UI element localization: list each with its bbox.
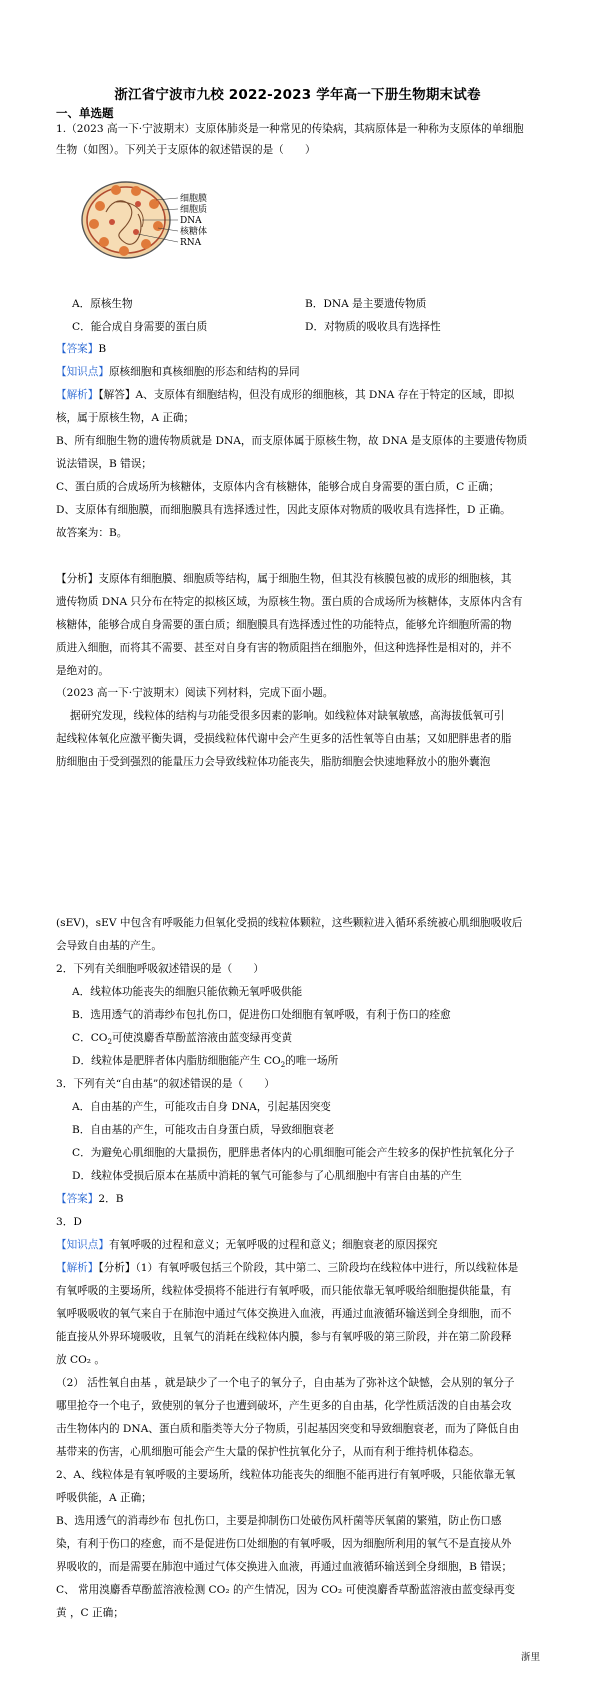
answers23-line1 (56, 1192, 540, 1206)
analysis-tag: 【解析】 (56, 389, 99, 401)
answers23-analysis-line1 (56, 1261, 540, 1275)
answer-q3: 3．D (56, 1216, 82, 1228)
answers23-line7: 哪里抢夺一个电子，致使别的氧分子也遭到破坏，产生更多的自由基，化学性质活泼的自由基会攻 (56, 1400, 512, 1412)
q2-option-c-post: 可使溴麝香草酚蓝溶液由蓝变绿再变黄 (111, 1032, 293, 1044)
answer-value: B (98, 343, 107, 355)
answers23-line3: 氧呼吸吸收的氧气来自于在肺泡中通过气体交换进入血液，再通过血液循环输送到全身细胞，而不 (56, 1308, 512, 1320)
q1-fenxi-line3: 核糖体，能够合成自身需要的蛋白质；细胞膜具有选择透过性的功能特点，能够允许细胞所需的物 (56, 619, 512, 631)
q2-option-c-sub: 2 (107, 1038, 112, 1045)
q2-option-d-post: 的唯一场所 (285, 1055, 339, 1067)
answers23-line8: 击生物体内的 DNA、蛋白质和脂类等大分子物质，引起基因突变和导致细胞衰老，而为了降低自由 (56, 1423, 520, 1435)
answers23-line6: （2） 活性氧自由基 ，就是缺少了一个电子的氧分子，自由基为了弥补这个缺憾，会从别的氧分子 (56, 1377, 515, 1389)
material-line3: 肪细胞由于受到强烈的能量压力会导致线粒体功能丧失，脂肪细胞会快速地释放小的胞外囊泡 (56, 756, 491, 768)
q1-analysis-line3: B、所有细胞生物的遗传物质就是 DNA，而支原体属于原核生物，故 DNA 是支原体的主要遗传物质 (56, 435, 528, 447)
q1-analysis-line4: 说法错误，B 错误； (56, 458, 152, 470)
q1-analysis-line7: 故答案为：B。 (56, 527, 128, 539)
q2-option-d (72, 1054, 556, 1068)
mycoplasma-cell-figure (76, 172, 266, 268)
q1-knowledge (56, 365, 540, 379)
q1-option-d: D．对物质的吸收具有选择性 (305, 321, 441, 333)
page-footer: 浙里 (520, 1652, 540, 1663)
answer-tag: 【答案】 (56, 343, 99, 355)
figure-label-cytoplasm: 细胞质 (180, 205, 208, 215)
answers23-line5: 放 CO₂ 。 (56, 1354, 105, 1366)
q1-option-a: A．原核生物 (72, 298, 133, 310)
cell-diagram (82, 182, 178, 258)
answers23-line9: 基带来的伤害，心肌细胞可能会产生大量的保护性抗氧化分子，从而有利于维持机体稳态。 (56, 1446, 480, 1458)
figure-label-dna: DNA (180, 216, 202, 226)
answers23-knowledge-value: 有氧呼吸的过程和意义；无氧呼吸的过程和意义；细胞衰老的原因探究 (108, 1239, 438, 1251)
q2-option-b: B．选用透气的消毒纱布包扎伤口，促进伤口处细胞有氧呼吸，有利于伤口的痊愈 (72, 1009, 451, 1021)
answers23-analysis-tag: 【解析】 (56, 1262, 99, 1274)
q1-fenxi-line2: 遗传物质 DNA 只分布在特定的拟核区域，为原核生物。蛋白质的合成场所为核糖体，支原体内含有 (56, 596, 523, 608)
q2-stem: 2．下列有关细胞呼吸叙述错误的是（ ） (56, 963, 265, 975)
material-continued-line2: 会导致自由基的产生。 (56, 940, 162, 952)
q2-option-d-pre: D．线粒体是肥胖者体内脂肪细胞能产生 CO (72, 1055, 281, 1067)
q3-stem: 3．下列有关“自由基”的叙述错误的是（ ） (56, 1078, 275, 1090)
page-title: 浙江省宁波市九校 2022-2023 学年高一下册生物期末试卷 (114, 87, 481, 103)
knowledge-value: 原核细胞和真核细胞的形态和结构的异同 (108, 366, 300, 378)
answers23-knowledge-tag: 【知识点】 (56, 1239, 109, 1251)
figure-label-rna: RNA (180, 238, 202, 248)
answers23-analysis-text: 【分析】（1）有氧呼吸包括三个阶段，其中第二、三阶段均在线粒体中进行，所以线粒体是 (98, 1262, 519, 1274)
q2-option-a: A．线粒体功能丧失的细胞只能依赖无氧呼吸供能 (72, 986, 303, 998)
answers23-line2: 有氧呼吸的主要场所，线粒体受损将不能进行有氧呼吸，而只能依靠无氧呼吸给细胞提供能量，有 (56, 1285, 512, 1297)
answers23-line10: 2、A、线粒体是有氧呼吸的主要场所，线粒体功能丧失的细胞不能再进行有氧呼吸，只能依靠无氧 (56, 1469, 516, 1481)
material-intro: （2023 高一下·宁波期末）阅读下列材料，完成下面小题。 (56, 687, 334, 699)
answers23-line11: 呼吸供能，A 正确； (56, 1492, 152, 1504)
answer-q2: 2．B (98, 1193, 124, 1205)
q3-option-c: C．为避免心肌细胞的大量损伤，肥胖患者体内的心肌细胞可能会产生较多的保护性抗氧化分子 (72, 1147, 515, 1159)
answers23-line16: 黄 ，C 正确； (56, 1607, 124, 1619)
q1-fenxi-line4: 质进入细胞，而将其不需要、甚至对自身有害的物质阻挡在细胞外，但这种选择性是相对的，并不 (56, 642, 512, 654)
q2-option-d-sub: 2 (280, 1061, 286, 1068)
q3-option-d: D．线粒体受损后原本在基质中消耗的氧气可能参与了心肌细胞中有害自由基的产生 (72, 1170, 462, 1182)
q1-option-b: B．DNA 是主要遗传物质 (305, 298, 427, 310)
q1-analysis-line2: 核，属于原核生物，A 正确； (56, 412, 195, 424)
q1-analysis-line1 (56, 388, 540, 402)
material-line1: 据研究发现，线粒体的结构与功能受很多因素的影响。如线粒体对缺氧敏感，高海拔低氧可引 (70, 710, 505, 722)
q3-option-a: A．自由基的产生，可能攻击自身 DNA，引起基因突变 (72, 1101, 331, 1113)
q1-stem-line2: 生物（如图）。下列关于支原体的叙述错误的是（ ） (56, 144, 316, 156)
answers23-line12: B、选用透气的消毒纱布 包扎伤口，主要是抑制伤口处破伤风杆菌等厌氧菌的繁殖，防止伤口感 (56, 1515, 502, 1527)
answers23-line4: 能直接从外界环境吸收，且氧气的消耗在线粒体内膜，参与有氧呼吸的第三阶段，并在第二阶段释 (56, 1331, 512, 1343)
q1-analysis-line6: D、支原体有细胞膜，而细胞膜具有选择透过性，因此支原体对物质的吸收具有选择性，D 正确。 (56, 504, 511, 516)
material-continued-line1: (sEV)，sEV 中包含有呼吸能力但氧化受损的线粒体颗粒，这些颗粒进入循环系统被心肌细胞吸收后 (56, 917, 523, 929)
q1-analysis-line5: C、蛋白质的合成场所为核糖体，支原体内含有核糖体，能够合成自身需要的蛋白质，C 正确； (56, 481, 500, 493)
q1-fenxi-line5: 是绝对的。 (56, 665, 109, 677)
answers23-knowledge (56, 1238, 540, 1252)
section-heading: 一、单选题 (56, 106, 114, 120)
answers23-line13: 染，有利于伤口的痊愈，而不是促进伤口处细胞的有氧呼吸，因为细胞所利用的氧气不是直接从外 (56, 1538, 512, 1550)
q3-option-b: B．自由基的产生，可能攻击自身蛋白质，导致细胞衰老 (72, 1124, 335, 1136)
q2-option-c (72, 1031, 556, 1045)
knowledge-tag: 【知识点】 (56, 366, 109, 378)
q1-option-c: C．能合成自身需要的蛋白质 (72, 321, 208, 333)
q1-answer (56, 342, 540, 356)
figure-label-ribosome: 核糖体 (180, 227, 208, 237)
q1-fenxi-line1: 【分析】支原体有细胞膜、细胞质等结构，属于细胞生物，但其没有核膜包被的成形的细胞核，其 (56, 573, 512, 585)
material-line2: 起线粒体氧化应激平衡失调，受损线粒体代谢中会产生更多的活性氧等自由基；又如肥胖患者的脂 (56, 733, 512, 745)
answers23-line15: C、 常用溴麝香草酚蓝溶液检测 CO₂ 的产生情况，因为 CO₂ 可使溴麝香草酚蓝溶液由蓝变绿再变 (56, 1584, 515, 1596)
answers23-line14: 界吸收的，而是需要在肺泡中通过气体交换进入血液，再通过血液循环输送到全身细胞，B 错误； (56, 1561, 513, 1573)
answers23-tag: 【答案】 (56, 1193, 99, 1205)
analysis-text: 【解答】A、支原体有细胞结构，但没有成形的细胞核，其 DNA 存在于特定的区域，即拟 (98, 389, 515, 401)
q2-option-c-pre: C．CO (72, 1032, 108, 1044)
q1-stem-line1: 1.（2023 高一下·宁波期末）支原体肺炎是一种常见的传染病，其病原体是一种称为支原体的单细胞 (56, 123, 524, 135)
figure-label-membrane: 细胞膜 (180, 194, 208, 204)
